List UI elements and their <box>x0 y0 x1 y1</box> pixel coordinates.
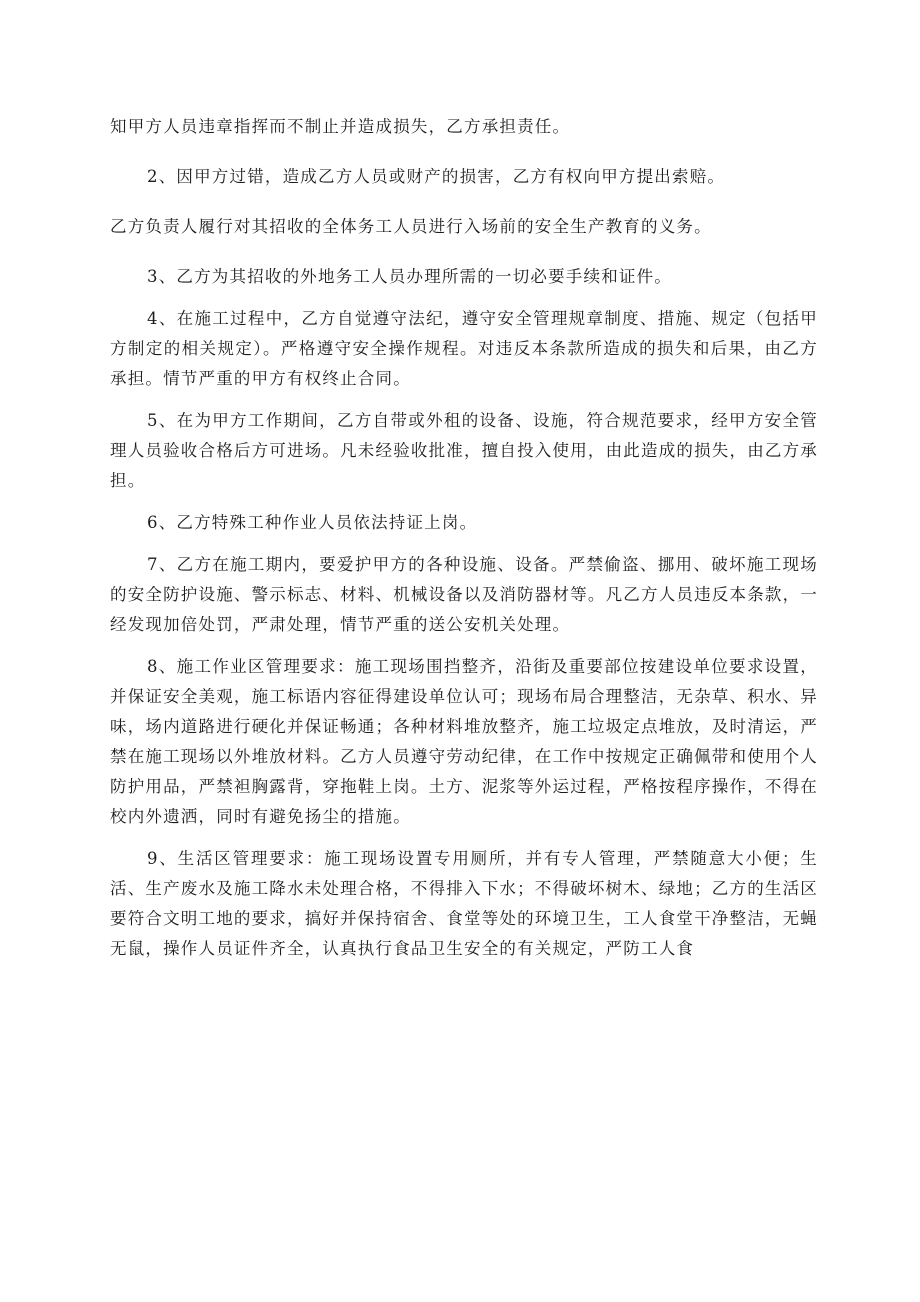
paragraph-safety-education: 乙方负责人履行对其招收的全体务工人员进行入场前的安全生产教育的义务。 <box>110 217 712 236</box>
paragraph-clause-8: 8、施工作业区管理要求：施工现场围挡整齐，沿街及重要部位按建设单位要求设置，并保证安全美观，施工标语内容征得建设单位认可；现场布局合理整洁，无杂草、积水、异味，场内道路进行硬化并保证畅通；各种材料堆放整齐，施工垃圾定点堆放，及时清运，严禁在施工现场以外堆放材料。乙方人员遵守劳动纪律，在工作中按规定正确佩带和使用个人防护用品，严禁袒胸露背，穿拖鞋上岗。土方、泥浆等外运过程，严格按程序操作，不得在校内外遗洒，同时有避免扬尘的措施。 <box>110 657 818 826</box>
paragraph-clause-3: 3、乙方为其招收的外地务工人员办理所需的一切必要手续和证件。 <box>147 267 672 286</box>
document-body <box>110 112 818 976</box>
paragraph-clause-7: 7、乙方在施工期内，要爱护甲方的各种设施、设备。严禁偷盗、挪用、破坏施工现场的安全防护设施、警示标志、材料、机械设备以及消防器材等。凡乙方人员违反本条款，一经发现加倍处罚，严肃处理，情节严重的送公安机关处理。 <box>110 555 818 634</box>
paragraph-continuation: 知甲方人员违章指挥而不制止并造成损失，乙方承担责任。 <box>110 117 571 136</box>
paragraph-clause-2: 2、因甲方过错，造成乙方人员或财产的损害，乙方有权向甲方提出索赔。 <box>147 167 726 186</box>
paragraph-clause-5: 5、在为甲方工作期间，乙方自带或外租的设备、设施，符合规范要求，经甲方安全管理人员验收合格后方可进场。凡未经验收批准，擅自投入使用，由此造成的损失，由乙方承担。 <box>110 411 818 490</box>
paragraph-clause-9: 9、生活区管理要求：施工现场设置专用厕所，并有专人管理，严禁随意大小便；生活、生产废水及施工降水未处理合格，不得排入下水；不得破坏树木、绿地；乙方的生活区要符合文明工地的要求，搞好并保持宿舍、食堂等处的环境卫生，工人食堂干净整洁，无蝇无鼠，操作人员证件齐全，认真执行食品卫生安全的有关规定，严防工人食 <box>110 849 818 958</box>
paragraph-clause-4: 4、在施工过程中，乙方自觉遵守法纪，遵守安全管理规章制度、措施、规定（包括甲方制定的相关规定）。严格遵守安全操作规程。对违反本条款所造成的损失和后果，由乙方承担。情节严重的甲方有权终止合同。 <box>110 309 818 388</box>
paragraph-clause-6: 6、乙方特殊工种作业人员依法持证上岗。 <box>147 513 478 532</box>
